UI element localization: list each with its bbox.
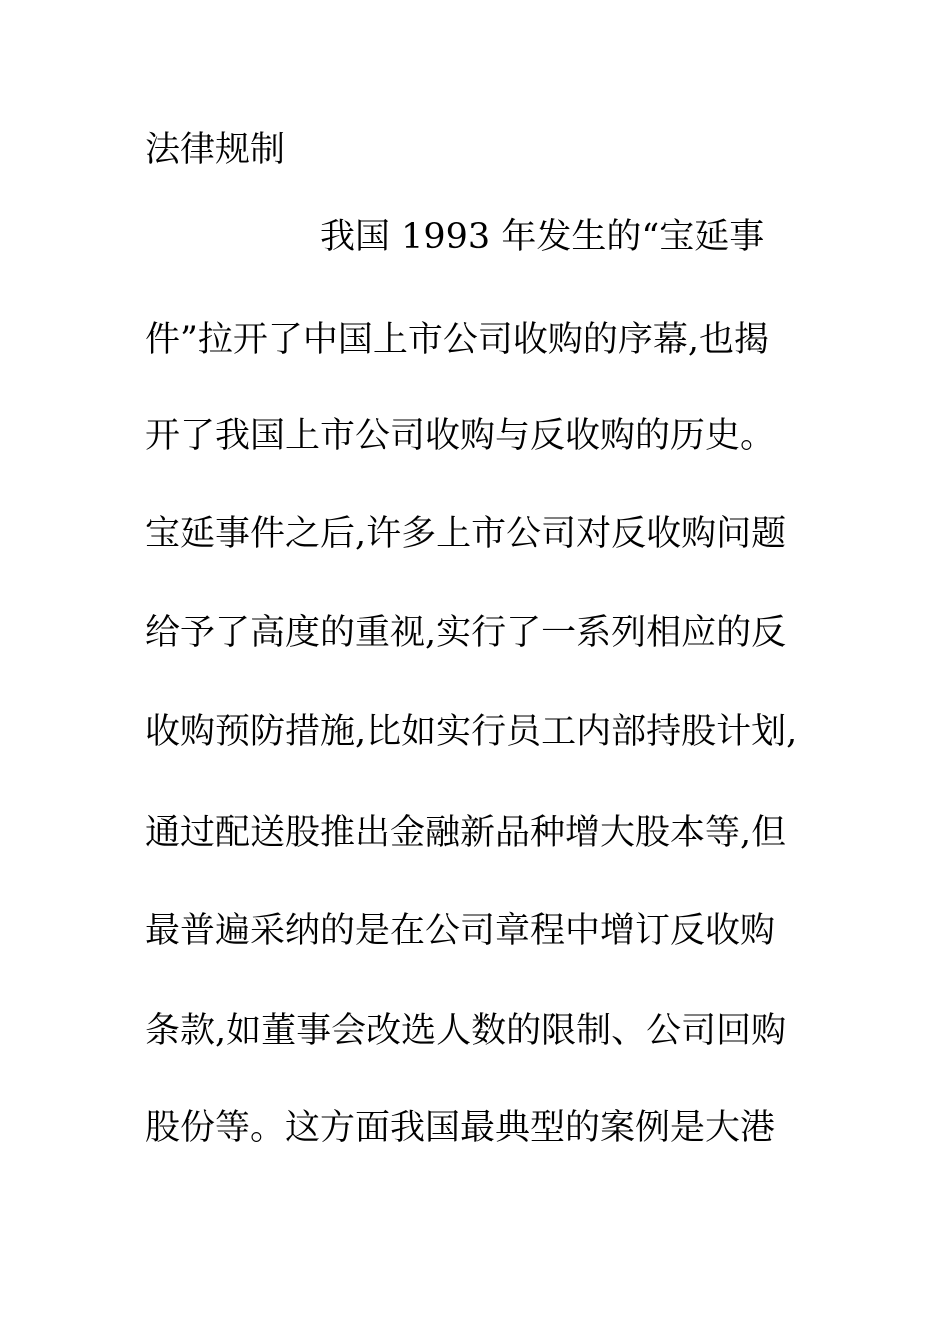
paragraph-line-4: 宝延事件之后,许多上市公司对反收购问题	[145, 514, 787, 554]
paragraph-line-10: 股份等。这方面我国最典型的案例是大港	[145, 1108, 776, 1148]
paragraph-line-1: 我国 1993 年发生的“宝延事	[320, 217, 765, 257]
section-heading: 法律规制	[145, 130, 286, 170]
paragraph-line-7: 通过配送股推出金融新品种增大股本等,但	[145, 813, 787, 853]
paragraph-line-5: 给予了高度的重视,实行了一系列相应的反	[145, 613, 787, 653]
paragraph-line-3: 开了我国上市公司收购与反收购的历史。	[145, 416, 776, 456]
paragraph-line-2: 件”拉开了中国上市公司收购的序幕,也揭	[145, 320, 770, 360]
paragraph-line-6: 收购预防措施,比如实行员工内部持股计划,	[145, 712, 798, 752]
paragraph-line-8: 最普遍采纳的是在公司章程中增订反收购	[145, 911, 776, 951]
paragraph-line-9: 条款,如董事会改选人数的限制、公司回购	[145, 1011, 787, 1051]
